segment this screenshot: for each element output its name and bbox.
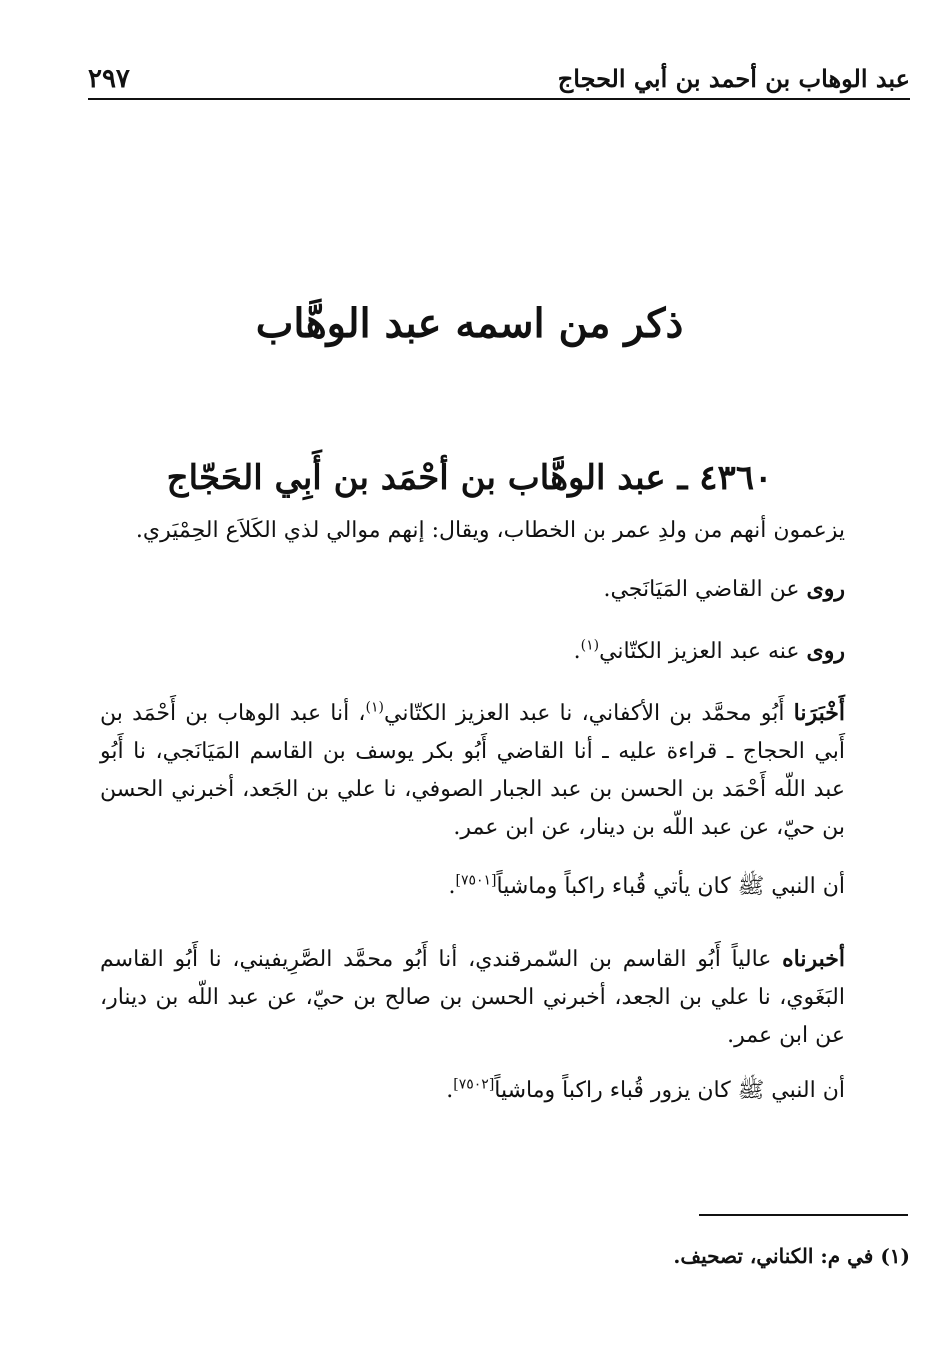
isnad1-lead: أَخْبَرَنا: [793, 700, 845, 726]
footnote: [400, 1244, 910, 1268]
footnote-text: في م: الكناني، تصحيف.: [673, 1244, 881, 1268]
hadith1-text: أن النبي ﷺ كان يأتي قُباء راكباً وماشياً: [496, 874, 845, 899]
narration-by: [100, 632, 845, 671]
intro-paragraph: [100, 512, 845, 550]
isnad-paragraph-2: [100, 940, 845, 1055]
intro-text: يزعمون أنهم من ولدِ عمر بن الخطاب، ويقال: إنهم موالي لذي الكَلاَع الحِمْيَري.: [135, 518, 845, 543]
footnote-ref: (١): [580, 637, 600, 654]
header-rule: [88, 98, 910, 100]
isnad1-footnote-ref: (١): [365, 699, 384, 716]
hadith2-end: .: [446, 1078, 454, 1103]
narration-by-end: .: [573, 639, 581, 664]
narration-from-text: عن القاضي المَيَانَجي.: [603, 577, 807, 602]
narration-by-text: عنه عبد العزيز الكتّاني: [599, 639, 807, 664]
section-heading: ذكر من اسمه عبد الوهَّاب: [255, 300, 684, 347]
running-head: [88, 58, 910, 98]
header-title: عبد الوهاب بن أحمد بن أبي الحجاج: [557, 64, 910, 93]
isnad1-text-b: ، أنا عبد الوهاب بن أَحْمَد بن أَبي الحجاج ـ قراءة عليه ـ أنا القاضي أَبُو بكر يوسف بن القاسم المَيَانَجي، نا أَبُو عبد اللّه أَحْمَد بن الحسن بن عبد الجبار الصوفي، نا علي بن الجَعد، أخبرني الحسن بن حيّ، عن عبد اللّه بن دينار، عن ابن عمر.: [100, 701, 845, 840]
hadith1-ref: [٧٥٠١]: [455, 872, 497, 889]
isnad-paragraph-1: [100, 694, 845, 847]
hadith1-end: .: [448, 874, 456, 899]
page-number: ٢٩٧: [88, 64, 130, 94]
footnote-rule: [699, 1214, 908, 1216]
isnad1-text-a: أَبُو محمَّد بن الأكفاني، نا عبد العزيز الكتّاني: [384, 701, 794, 726]
hadith-2: [100, 1072, 845, 1110]
entry-heading: ٤٣٦٠ ـ عبد الوهَّاب بن أحْمَد بن أَبِي الحَجّاج: [166, 458, 773, 498]
isnad2-lead: أخبرناه: [782, 946, 845, 972]
narration-from-label: روى: [806, 576, 845, 602]
footnote-number: (١): [880, 1244, 910, 1268]
hadith2-ref: [٧٥٠٢]: [453, 1076, 495, 1093]
hadith-1: [100, 868, 845, 906]
isnad2-text: عالياً أَبُو القاسم بن السّمرقندي، أنا أَبُو محمَّد الصَّرِيفيني، نا أَبُو القاسم البَغَوي، نا علي بن الجعد، أخبرني الحسن بن صالح بن حيّ، عن عبد اللّه بن دينار، عن ابن عمر.: [100, 947, 845, 1048]
hadith2-text: أن النبي ﷺ كان يزور قُباء راكباً وماشياً: [494, 1078, 845, 1103]
narration-by-label: روى: [806, 638, 845, 664]
narration-from: [100, 570, 845, 609]
